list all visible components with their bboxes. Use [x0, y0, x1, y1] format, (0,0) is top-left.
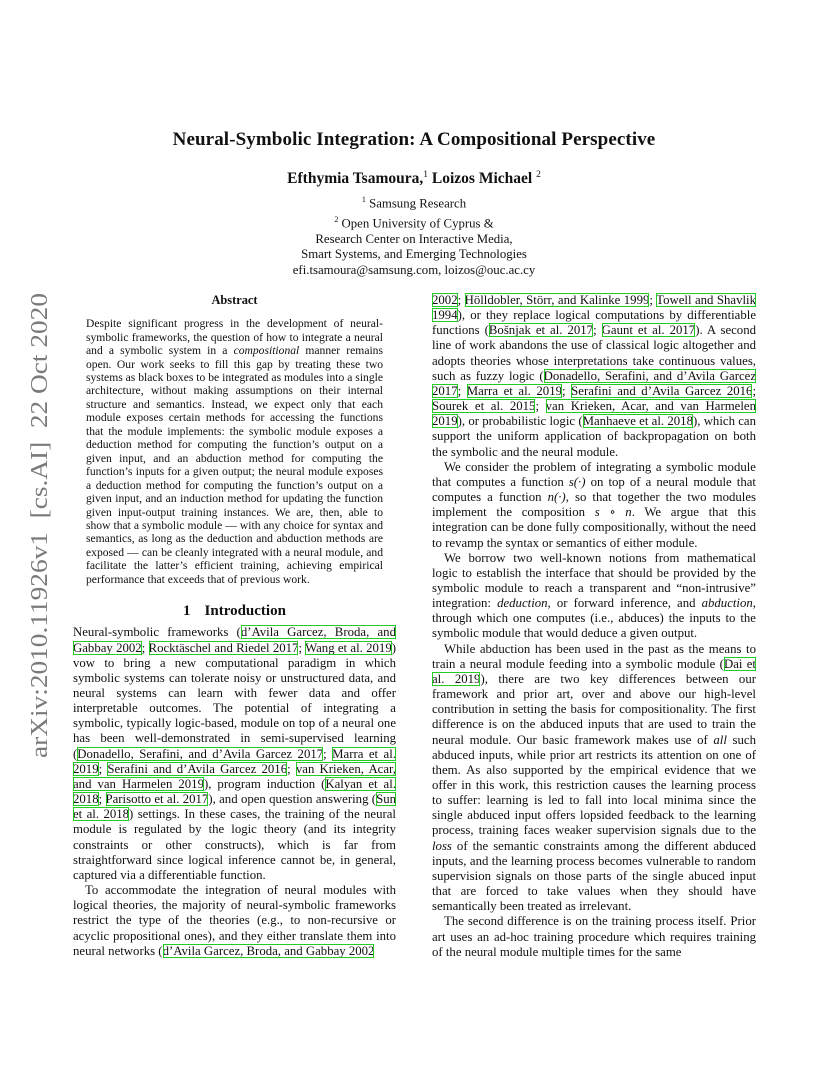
- text: of the semantic constraints among the different abduced inputs, and the learning process becomes vulnerable to random supervision signals on those parts of the single abuced input that are forced to take values when they should have semantically been treated as irrelevant.: [432, 838, 756, 914]
- text: , through which one computes (i.e., abduces) the inputs to the symbolic module that would deduce a given output.: [432, 596, 756, 641]
- abstract-text: [73, 317, 396, 586]
- authors: [0, 170, 828, 188]
- citation-link[interactable]: Donadello, Serafini, and d’Avila Garcez 2017: [77, 746, 324, 761]
- emphasis: abduction: [701, 596, 753, 611]
- text: , so that together the two modules implement the composition: [432, 490, 756, 520]
- text: ) settings. In these cases, the training of the neural module is regulated by the logic theory (and its integrity constraints or other constructs), which is far from straightforward since logical inference cannot be, in general, captured via a differentiable function.: [73, 807, 396, 882]
- abstract-t1: Despite significant progress in the development of neural-symbolic frameworks, the question of how to integrate a neural and a symbolic system in a: [86, 317, 383, 358]
- section-title: Introduction: [204, 603, 286, 620]
- right-paragraph-3: [432, 551, 756, 642]
- citation-link[interactable]: d’Avila Garcez, Broda, and Gabbay 2002: [73, 625, 396, 655]
- text: ;: [649, 293, 657, 307]
- text: such abduced inputs, while prior art restricts its attention on one of them. As also supported by the empirical evidence that we offer in this work, this restriction causes the learning process to suffer: learning is led to fall into local minima since the single abduced input offers lopsided feedback to the learning process, training faces weaker supervision signals due to the: [432, 732, 756, 838]
- text: ;: [323, 746, 333, 761]
- citation-link[interactable]: Rocktäschel and Riedel 2017: [148, 640, 299, 655]
- text: While abduction has been used in the past as the means to train a neural module feeding into a symbolic module (: [432, 641, 756, 671]
- text: ;: [593, 323, 602, 338]
- emails: efi.tsamoura@samsung.com, loizos@ouc.ac.cy: [292, 262, 536, 277]
- author-1-sup: 1: [423, 170, 429, 180]
- section-number: 1: [183, 603, 191, 620]
- text: ;: [562, 383, 572, 398]
- affil-3: Research Center on Interactive Media,: [315, 231, 513, 246]
- citation-link[interactable]: Hölldobler, Störr, and Kalinke 1999: [464, 293, 650, 307]
- text: ;: [287, 761, 296, 776]
- math-composition: s ∘ n: [594, 505, 632, 520]
- affil-4: Smart Systems, and Emerging Technologies: [301, 247, 527, 262]
- text: ;: [141, 640, 149, 655]
- citation-link[interactable]: Sun et al. 2018: [73, 792, 396, 822]
- text: ;: [535, 399, 546, 414]
- affil-1: Samsung Research: [369, 196, 467, 211]
- text: We consider the problem of integrating a symbolic module that computes a function: [432, 459, 756, 489]
- right-paragraph-4: [432, 642, 756, 915]
- right-paragraph-5: [432, 914, 756, 959]
- citation-link[interactable]: Sourek et al. 2015: [432, 399, 536, 414]
- citation-link[interactable]: 2002: [432, 293, 458, 307]
- citation-link[interactable]: Towell and Shavlik 1994: [432, 293, 756, 323]
- text: ;: [98, 761, 108, 776]
- intro-paragraph-2: [73, 883, 396, 959]
- paper-title: Neural-Symbolic Integration: A Compositional Perspective: [172, 129, 656, 150]
- citation-link[interactable]: Donadello, Serafini, and d’Avila Garcez 2017: [432, 368, 756, 398]
- emphasis: loss: [432, 838, 452, 853]
- text: ) vow to bring a new computational paradigm in which symbolic systems can tolerate noisy or unstructured data, and neural systems can learn with fewer data and offer interpretable outcomes. The potential of integrating a symbolic, typically logic-based, module on top of a neural one has been well-demonstrated in semi-supervised learning (: [73, 640, 396, 761]
- author-1: Efthymia Tsamoura,: [287, 170, 424, 188]
- citation-link[interactable]: van Krieken, Acar, and van Harmelen 2019: [73, 761, 396, 791]
- text: ;: [98, 792, 106, 807]
- citation-link[interactable]: Wang et al. 2019: [305, 640, 392, 655]
- affiliations: [0, 192, 828, 278]
- math-n: n(·): [547, 490, 566, 505]
- arxiv-stamp: [14, 293, 64, 758]
- citation-link[interactable]: Marra et al. 2019: [73, 746, 396, 776]
- affil-2-sup: 2: [334, 214, 339, 224]
- text: ;: [457, 293, 465, 307]
- text: To accommodate the integration of neural modules with logical theories, the majority of neural-symbolic frameworks restrict the type of the theories (e.g., to non-recursive or acyclic propositional ones), and they either translate them into neural networks (: [73, 883, 396, 958]
- arxiv-id-text: arXiv:2010.11926v1 [cs.AI] 22 Oct 2020: [26, 341, 53, 758]
- emphasis: deduction: [497, 596, 548, 611]
- text: ), and open question answering (: [208, 792, 377, 807]
- text: ). A second line of work abandons the use of classical logic altogether and adopts theories whose interpretations take continuous values, such as fuzzy logic (: [432, 323, 757, 383]
- right-column: [432, 293, 756, 960]
- citation-link[interactable]: Dai et al. 2019: [432, 656, 756, 686]
- text: ), there are two key differences between our framework and prior art, over and above our high-level contribution in setting the basis for compositionality. The first difference is on the abduced inputs that are used to train the neural module. Our basic framework makes use of: [432, 671, 756, 747]
- citation-link[interactable]: Parisotto et al. 2017: [105, 792, 209, 807]
- text: ), program induction (: [203, 776, 326, 791]
- text: ;: [457, 383, 467, 398]
- abstract-heading: Abstract: [211, 293, 258, 307]
- text: The second difference is on the training process itself. Prior art uses an ad-hoc training procedure which requires training of the neural module multiple times for the same: [432, 914, 756, 959]
- text: ;: [752, 383, 756, 398]
- text: , or forward inference, and: [547, 596, 702, 611]
- citation-link[interactable]: Kalyan et al. 2018: [73, 776, 396, 807]
- abstract-em: compositional: [233, 344, 300, 358]
- text: Neural-symbolic frameworks (: [73, 625, 241, 640]
- right-paragraph-1: [432, 293, 756, 460]
- affil-1-sup: 1: [361, 195, 366, 204]
- text: ;: [298, 640, 306, 655]
- intro-paragraph-1: [73, 625, 396, 883]
- author-2: Loizos Michael: [431, 170, 533, 188]
- text: ), or probabilistic logic (: [457, 414, 583, 429]
- citation-link[interactable]: Serafini and d’Avila Garcez 2016: [571, 383, 753, 398]
- citation-link[interactable]: Gaunt et al. 2017: [601, 323, 696, 338]
- abstract-t2: manner remains open. Our work seeks to fill this gap by treating these two systems as black boxes to be integrated as modules into a single architecture, without making assumptions on their internal structure and semantics. Instead, we expect only that each module exposes certain methods for accessing the functions that the module implements: the symbolic module exposes a deduction method for computing the function’s output on a given input, and an abduction method for computing the function’s inputs for a given output; the neural module exposes a deduction method for computing the function’s output on a given input, and an induction method for updating the function given input-output training instances. We are, then, able to show that a symbolic module — with any choice for syntax and semantics, as long as the deduction and abduction methods are exposed — can be cleanly integrated with a neural module, and facilitate the latter’s efficient training, achieving empirical performance that exceeds that of previous work.: [86, 344, 383, 586]
- math-s: s(·): [568, 474, 586, 489]
- text: ), or they replace logical computations by differentiable functions (: [432, 308, 756, 338]
- right-paragraph-2: [432, 460, 756, 551]
- text: . We argue that this integration can be done fully compositionally, without the need to revamp the syntax or semantics of either module.: [432, 505, 756, 550]
- affil-2: Open University of Cyprus &: [341, 216, 494, 231]
- author-2-sup: 2: [536, 170, 541, 180]
- citation-link[interactable]: Serafini and d’Avila Garcez 2016: [107, 761, 288, 776]
- text: ), which can support the uniform application of backpropagation on both the symbolic and the neural module.: [432, 414, 756, 459]
- citation-link[interactable]: Bošnjak et al. 2017: [488, 323, 594, 338]
- left-column: [73, 293, 396, 959]
- text: We borrow two well-known notions from mathematical logic to establish the interface that should be provided by the symbolic module to reach a transparent and “non-intrusive” integration:: [432, 550, 756, 611]
- emphasis: all: [713, 732, 727, 747]
- section-heading-introduction: [73, 604, 396, 619]
- citation-link[interactable]: Manhaeve et al. 2018: [582, 414, 693, 429]
- citation-link[interactable]: d’Avila Garcez, Broda, and Gabbay 2002: [162, 943, 375, 958]
- citation-link[interactable]: Marra et al. 2019: [466, 383, 563, 398]
- citation-link[interactable]: van Krieken, Acar, and van Harmelen 2019: [432, 399, 756, 429]
- text: on top of a neural module that computes a function: [432, 474, 756, 505]
